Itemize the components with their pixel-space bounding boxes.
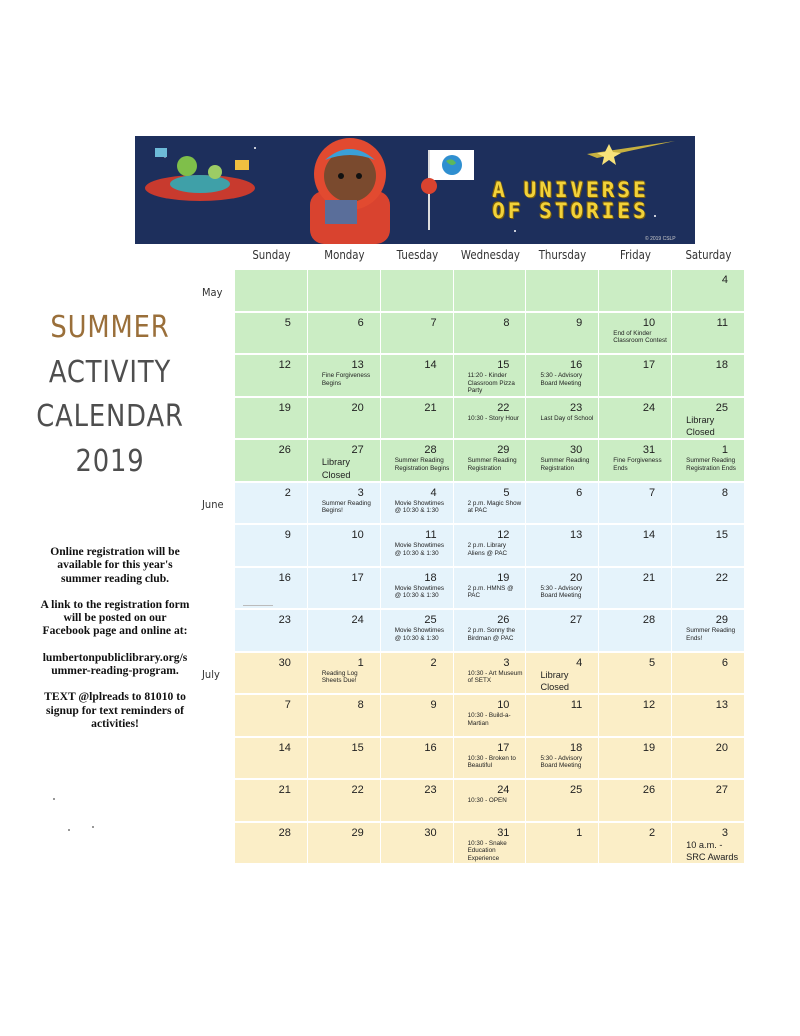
calendar-day-cell [381, 653, 454, 696]
day-number: 1 [576, 826, 583, 839]
day-number: 21 [642, 571, 656, 584]
day-number: 15 [715, 529, 729, 541]
calendar-event: Library Closed [321, 457, 351, 480]
calendar-day-cell [235, 398, 308, 441]
calendar-event: Summer Reading Registration [467, 457, 517, 472]
calendar-event: 2 p.m. Sonny the Birdman @ PAC [467, 627, 516, 642]
calendar-day-cell [599, 610, 672, 653]
calendar-day-cell [454, 483, 527, 526]
day-number: 21 [424, 401, 437, 414]
calendar-event: Library Closed [686, 414, 715, 437]
calendar-day-cell [381, 823, 454, 866]
day-number: 13 [715, 699, 729, 711]
calendar-day-cell [454, 355, 527, 398]
day-number: 16 [570, 359, 583, 371]
header-banner [135, 136, 695, 244]
calendar-day-cell [454, 398, 527, 441]
calendar-day-cell [454, 525, 527, 568]
calendar-day-cell [235, 568, 308, 611]
day-number: 27 [570, 614, 583, 626]
calendar-event: 5:30 - Advisory Board Meeting [540, 372, 583, 387]
calendar-day-cell [599, 440, 672, 483]
month-label-july: July [202, 668, 220, 681]
day-number: 18 [715, 359, 729, 371]
calendar-day-cell [672, 398, 745, 441]
scan-speck [92, 826, 94, 828]
day-number: 14 [642, 529, 656, 541]
day-number: 24 [497, 784, 510, 796]
calendar-day-cell [381, 355, 454, 398]
day-number: 4 [430, 486, 437, 499]
calendar-day-cell [381, 780, 454, 823]
day-number: 8 [357, 699, 364, 711]
calendar-day-cell [308, 313, 381, 356]
day-number: 19 [497, 571, 510, 584]
calendar-day-cell [454, 695, 527, 738]
calendar-event: Library Closed [540, 669, 570, 692]
day-number: 11 [570, 699, 583, 711]
weekday-thursday: Thursday [539, 248, 587, 262]
day-number: 2 [284, 486, 291, 499]
registration-link-note: A link to the registration form will be posted on our Facebook page and online at: [40, 597, 190, 638]
day-number: 29 [497, 444, 510, 456]
calendar-event: Last Day of School [540, 414, 594, 422]
calendar-day-cell [526, 270, 599, 313]
weekday-saturday: Saturday [685, 248, 732, 262]
calendar-event: End of Kinder Classroom Contest [613, 329, 667, 345]
day-number: 24 [642, 401, 656, 414]
calendar-event: Summer Reading Registration Begins [394, 457, 450, 472]
day-number: 7 [284, 699, 291, 711]
calendar-day-cell [526, 313, 599, 356]
day-number: 3 [721, 826, 729, 839]
day-number: 15 [351, 741, 364, 754]
day-number: 27 [351, 444, 364, 456]
day-number: 23 [424, 784, 437, 796]
calendar-event: 5:30 - Advisory Board Meeting [540, 584, 583, 600]
calendar-event: Reading Log Sheets Due! [321, 669, 358, 685]
calendar-day-cell [308, 355, 381, 398]
day-number: 29 [351, 826, 364, 839]
day-number: 19 [278, 401, 291, 414]
calendar-day-cell [308, 695, 381, 738]
calendar-day-cell [308, 823, 381, 866]
day-number: 10 [351, 529, 364, 541]
calendar-day-cell [454, 653, 527, 696]
calendar-day-cell [672, 653, 745, 696]
day-number: 12 [497, 529, 510, 541]
day-number: 17 [642, 359, 656, 371]
day-number: 8 [503, 316, 510, 329]
calendar-day-cell [526, 398, 599, 441]
scan-mark [243, 605, 273, 606]
day-number: 11 [716, 316, 729, 329]
calendar-day-cell [308, 610, 381, 653]
calendar-event: 10:30 - OPEN [467, 797, 507, 804]
text-signup-note: TEXT @lplreads to 81010 to signup for text reminders of activities! [44, 690, 186, 730]
page-title: SUMMER ACTIVITY CALENDAR 2019 [36, 310, 184, 479]
day-number: 25 [715, 401, 729, 414]
weekday-monday: Monday [324, 248, 365, 262]
day-number: 25 [424, 614, 437, 626]
calendar-day-cell [235, 270, 308, 313]
day-number: 1 [721, 444, 729, 456]
calendar-day-cell [454, 780, 527, 823]
day-number: 2 [430, 656, 437, 669]
calendar-day-cell [672, 738, 745, 781]
day-number: 26 [642, 784, 656, 796]
calendar-day-cell [235, 440, 308, 483]
registration-note: Online registration will be available for this year's summer reading club. [50, 545, 180, 585]
day-number: 20 [570, 571, 583, 584]
calendar-day-cell [381, 738, 454, 781]
svg-text:© 2019 CSLP: © 2019 CSLP [645, 236, 676, 242]
calendar-event: Summer Reading Ends! [686, 627, 736, 642]
calendar-day-cell [599, 653, 672, 696]
calendar-event: Movie Showtimes @ 10:30 & 1:30 [394, 627, 445, 642]
calendar-day-cell [381, 568, 454, 611]
day-number: 21 [278, 784, 291, 796]
calendar-day-cell [454, 313, 527, 356]
calendar-day-cell [599, 313, 672, 356]
calendar-day-cell [599, 780, 672, 823]
day-number: 31 [497, 826, 510, 839]
day-number: 22 [715, 571, 729, 584]
calendar-day-cell [235, 695, 308, 738]
calendar-event: Fine Forgiveness Begins [321, 372, 371, 387]
calendar-day-cell [454, 270, 527, 313]
calendar-day-cell [235, 483, 308, 526]
calendar-event: Summer Reading Registration Ends [686, 457, 736, 472]
weekday-sunday: Sunday [252, 248, 291, 262]
day-number: 28 [278, 826, 291, 839]
calendar-day-cell [308, 738, 381, 781]
calendar-day-cell [381, 525, 454, 568]
calendar-day-cell [381, 483, 454, 526]
calendar-day-cell [526, 525, 599, 568]
month-label-may: May [202, 286, 223, 299]
calendar-day-cell [599, 398, 672, 441]
day-number: 28 [642, 614, 656, 626]
calendar-day-cell [381, 313, 454, 356]
day-number: 16 [278, 571, 291, 584]
day-number: 30 [570, 444, 583, 456]
day-number: 26 [278, 444, 291, 456]
day-number: 5 [503, 486, 510, 499]
calendar-day-cell [308, 440, 381, 483]
calendar-day-cell [235, 738, 308, 781]
day-number: 10 [642, 316, 656, 329]
day-number: 5 [284, 316, 291, 329]
calendar-event: 10:30 - Story Hour [467, 414, 520, 422]
calendar-event: 10:30 - Snake Education Experience [467, 839, 507, 862]
calendar-grid [235, 270, 745, 865]
calendar-day-cell [526, 355, 599, 398]
calendar-day-cell [672, 525, 745, 568]
day-number: 12 [642, 699, 656, 711]
calendar-day-cell [526, 483, 599, 526]
day-number: 13 [570, 529, 583, 541]
calendar-day-cell [308, 525, 381, 568]
day-number: 3 [357, 486, 364, 499]
calendar-day-cell [381, 610, 454, 653]
calendar-day-cell [672, 568, 745, 611]
calendar-day-cell [308, 398, 381, 441]
calendar-day-cell [526, 823, 599, 866]
day-number: 2 [649, 826, 656, 839]
calendar-event: 2 p.m. Library Aliens @ PAC [467, 542, 508, 557]
calendar-day-cell [599, 270, 672, 313]
calendar-day-cell [235, 313, 308, 356]
calendar-day-cell [454, 610, 527, 653]
day-number: 12 [278, 359, 291, 371]
calendar-day-cell [599, 738, 672, 781]
scan-speck [68, 829, 70, 831]
calendar-day-cell [308, 483, 381, 526]
calendar-day-cell [235, 780, 308, 823]
calendar-day-cell [454, 738, 527, 781]
calendar-day-cell [526, 440, 599, 483]
day-number: 5 [649, 656, 656, 669]
day-number: 17 [497, 741, 510, 754]
calendar-event: 10:30 - Art Museum of SETX [467, 669, 523, 685]
day-number: 9 [430, 699, 437, 711]
weekday-friday: Friday [620, 248, 652, 262]
calendar-day-cell [454, 823, 527, 866]
calendar-day-cell [454, 440, 527, 483]
day-number: 6 [576, 486, 583, 499]
calendar-day-cell [235, 525, 308, 568]
calendar-event: 11:20 - Kinder Classroom Pizza Party [467, 372, 515, 395]
calendar-day-cell [672, 780, 745, 823]
day-number: 13 [351, 359, 364, 371]
day-number: 29 [715, 614, 729, 626]
scan-speck [53, 798, 55, 800]
calendar-event: Movie Showtimes @ 10:30 & 1:30 [394, 542, 445, 557]
day-number: 9 [284, 529, 291, 541]
calendar-day-cell [672, 270, 745, 313]
day-number: 20 [351, 401, 364, 414]
calendar-event: 10:30 - Build-a-Martian [467, 712, 511, 727]
calendar-day-cell [599, 695, 672, 738]
calendar-event: Movie Showtimes @ 10:30 & 1:30 [394, 499, 445, 515]
day-number: 1 [357, 656, 364, 669]
day-number: 7 [430, 316, 437, 329]
day-number: 10 [497, 699, 510, 711]
calendar-day-cell [381, 440, 454, 483]
calendar-day-cell [526, 695, 599, 738]
calendar-day-cell [672, 610, 745, 653]
calendar-day-cell [526, 780, 599, 823]
calendar-day-cell [672, 695, 745, 738]
calendar-event: 10 a.m. - SRC Awards [686, 839, 739, 862]
calendar-day-cell [599, 355, 672, 398]
calendar-day-cell [308, 653, 381, 696]
day-number: 25 [570, 784, 583, 796]
day-number: 14 [278, 741, 291, 754]
program-url: lumbertonpubliclibrary.org/summer-reading-program. [42, 650, 188, 678]
calendar-event: 2 p.m. HMNS @ PAC [467, 584, 514, 600]
calendar-day-cell [235, 610, 308, 653]
calendar-day-cell [599, 525, 672, 568]
day-number: 31 [642, 444, 656, 456]
calendar-day-cell [672, 483, 745, 526]
calendar-day-cell [381, 695, 454, 738]
calendar-day-cell [454, 568, 527, 611]
day-number: 6 [357, 316, 364, 329]
month-label-june: June [202, 498, 224, 511]
calendar-day-cell [526, 610, 599, 653]
calendar-event: Summer Reading Registration [540, 457, 590, 472]
day-number: 4 [576, 656, 583, 669]
calendar-day-cell [599, 823, 672, 866]
day-number: 8 [721, 486, 729, 499]
day-number: 22 [497, 401, 510, 414]
calendar-day-cell [526, 568, 599, 611]
day-number: 18 [424, 571, 437, 584]
weekday-header [235, 248, 745, 266]
calendar-day-cell [235, 653, 308, 696]
day-number: 23 [278, 614, 291, 626]
calendar-day-cell [672, 313, 745, 356]
weekday-tuesday: Tuesday [396, 248, 438, 262]
day-number: 26 [497, 614, 510, 626]
calendar-event: Movie Showtimes @ 10:30 & 1:30 [394, 584, 445, 600]
calendar-day-cell [308, 270, 381, 313]
day-number: 23 [570, 401, 583, 414]
calendar-event: Summer Reading Begins! [321, 499, 371, 515]
calendar-day-cell [672, 440, 745, 483]
banner-title: A UNIVERSE OF STORIES [492, 178, 649, 223]
day-number: 17 [351, 571, 364, 584]
day-number: 19 [642, 741, 656, 754]
calendar-event: Fine Forgiveness Ends [613, 457, 662, 472]
day-number: 6 [721, 656, 729, 669]
day-number: 27 [715, 784, 729, 796]
day-number: 28 [424, 444, 437, 456]
day-number: 30 [424, 826, 437, 839]
calendar-event: 10:30 - Broken to Beautiful [467, 754, 516, 770]
calendar-day-cell [672, 823, 745, 866]
calendar-day-cell [308, 568, 381, 611]
calendar-day-cell [599, 568, 672, 611]
day-number: 30 [278, 656, 291, 669]
day-number: 18 [570, 741, 583, 754]
day-number: 9 [576, 316, 583, 329]
calendar-day-cell [599, 483, 672, 526]
day-number: 20 [715, 741, 729, 754]
calendar-day-cell [672, 355, 745, 398]
calendar-day-cell [235, 355, 308, 398]
day-number: 16 [424, 741, 437, 754]
day-number: 22 [351, 784, 364, 796]
calendar-event: 5:30 - Advisory Board Meeting [540, 754, 583, 770]
day-number: 4 [721, 274, 729, 286]
day-number: 11 [425, 529, 437, 541]
calendar-day-cell [381, 270, 454, 313]
info-text [40, 545, 190, 743]
calendar-day-cell [381, 398, 454, 441]
calendar-day-cell [526, 738, 599, 781]
day-number: 14 [424, 359, 437, 371]
calendar-event: 2 p.m. Magic Show at PAC [467, 499, 522, 515]
calendar-day-cell [526, 653, 599, 696]
weekday-wednesday: Wednesday [460, 248, 520, 262]
day-number: 7 [649, 486, 656, 499]
day-number: 3 [503, 656, 510, 669]
day-number: 24 [351, 614, 364, 626]
calendar-day-cell [308, 780, 381, 823]
calendar-day-cell [235, 823, 308, 866]
day-number: 15 [497, 359, 510, 371]
